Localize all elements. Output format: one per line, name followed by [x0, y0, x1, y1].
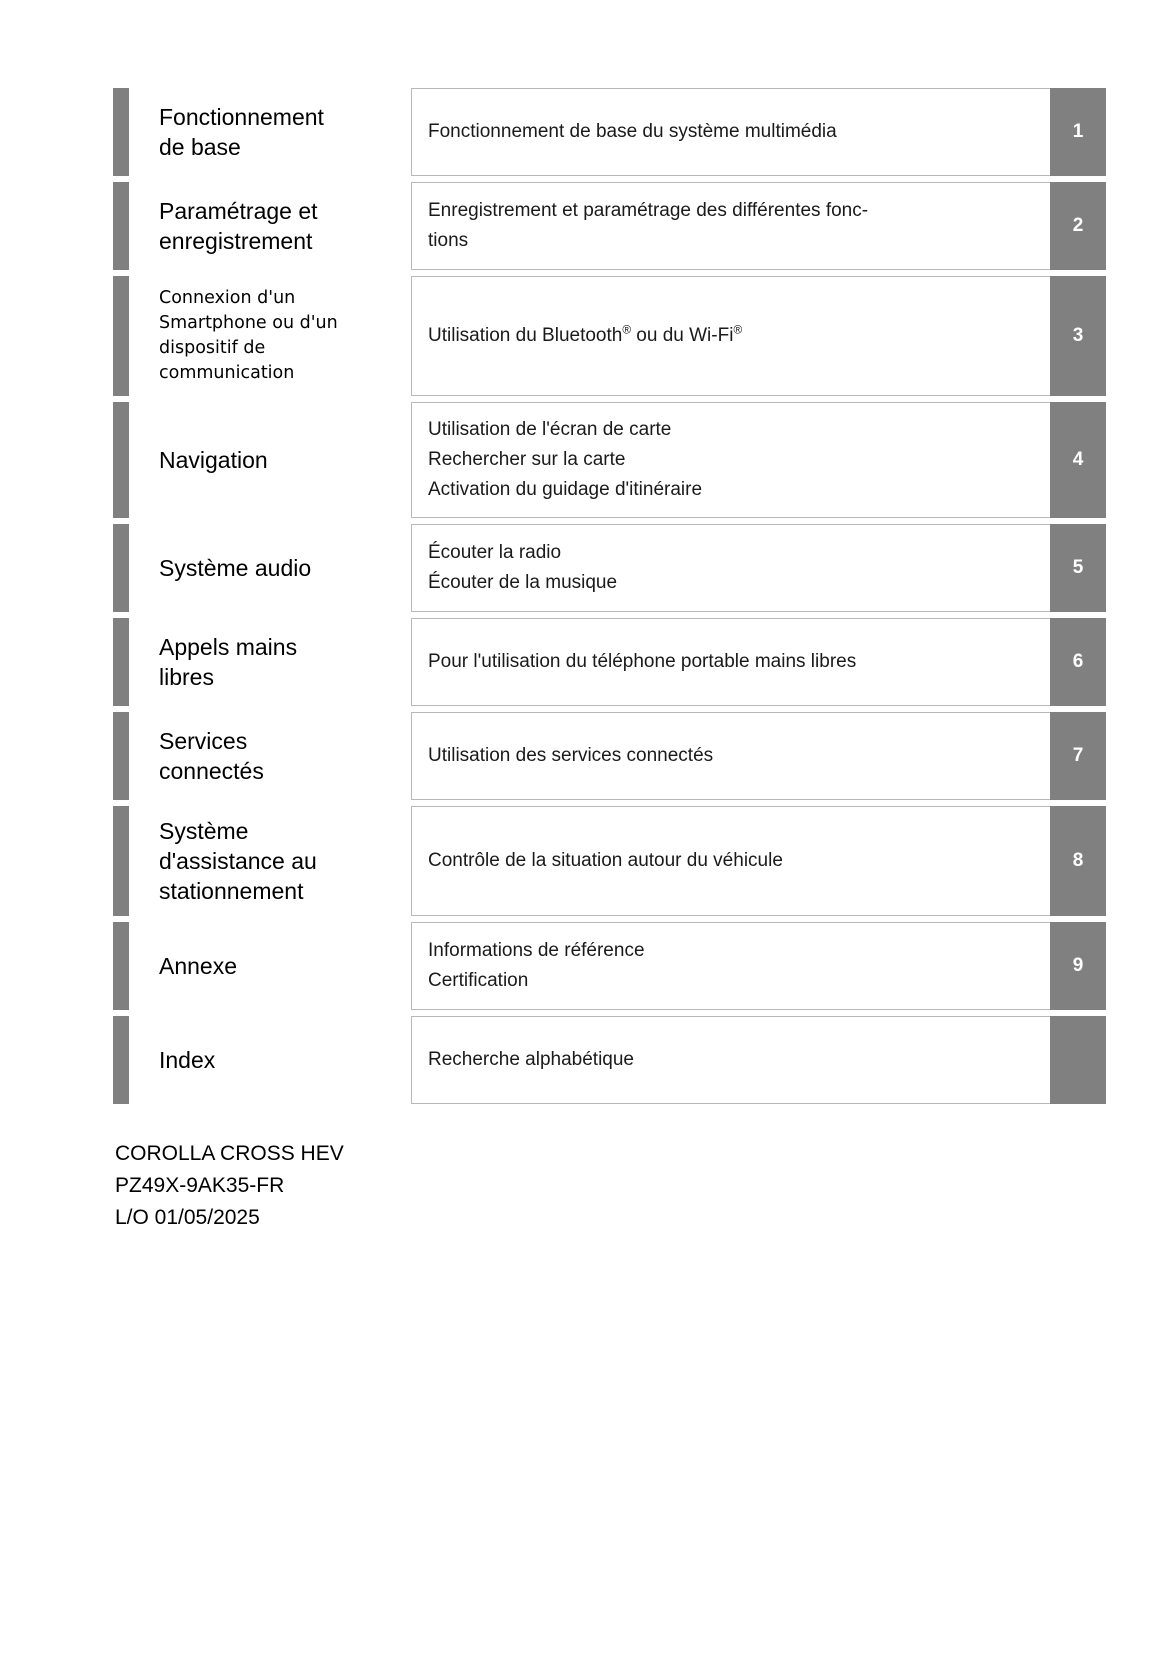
- spacer: [129, 618, 143, 706]
- part-number: PZ49X-9AK35-FR: [115, 1174, 285, 1197]
- toc-category-label: Services connectés: [159, 728, 264, 784]
- spacer: [129, 922, 143, 1010]
- toc-description-cell: [411, 88, 1050, 176]
- toc-category-cell: [143, 402, 411, 518]
- toc-section-number: [1050, 1016, 1106, 1104]
- section-tab-marker: [113, 402, 129, 518]
- toc-row[interactable]: [113, 88, 1106, 176]
- toc-description-cell: [411, 1016, 1050, 1104]
- section-tab-marker: [113, 922, 129, 1010]
- spacer: [129, 712, 143, 800]
- toc-description-cell: [411, 276, 1050, 396]
- toc-section-number: 3: [1050, 276, 1106, 396]
- toc-category-label: Appels mains libres: [159, 634, 298, 690]
- toc-description-group: [428, 415, 702, 505]
- toc-row[interactable]: [113, 712, 1106, 800]
- toc-category-cell: [143, 806, 411, 916]
- toc-description-line: Pour l'utilisation du téléphone portable mains libres: [428, 651, 857, 672]
- section-tab-marker: [113, 182, 129, 270]
- toc-category-label: Paramétrage et enregistrement: [159, 198, 318, 254]
- toc-description-line: Contrôle de la situation autour du véhicule: [428, 850, 783, 871]
- toc-description-line: Utilisation des services connectés: [428, 745, 714, 766]
- toc-description-line: Rechercher sur la carte: [428, 449, 626, 470]
- lo-date: L/O 01/05/2025: [115, 1206, 260, 1229]
- toc-section-number: 6: [1050, 618, 1106, 706]
- toc-section-number: 8: [1050, 806, 1106, 916]
- toc-category-label: Annexe: [159, 953, 238, 979]
- toc-category-cell: [143, 88, 411, 176]
- toc-description-line: Écouter de la musique: [428, 572, 618, 593]
- toc-category-label: Système d'assistance au stationnement: [159, 818, 317, 904]
- spacer: [129, 88, 143, 176]
- toc-category-label: Système audio: [159, 555, 312, 581]
- toc-category-label: Connexion d'un Smartphone ou d'un dispositif de communication: [159, 288, 338, 383]
- section-tab-marker: [113, 88, 129, 176]
- toc-description-line: Enregistrement et paramétrage des différentes fonc- tions: [428, 200, 869, 251]
- toc-description-group: [428, 936, 645, 996]
- toc-category-label: Navigation: [159, 447, 268, 473]
- toc-row[interactable]: [113, 276, 1106, 396]
- toc-description-line: Fonctionnement de base du système multimédia: [428, 121, 837, 142]
- toc-row[interactable]: [113, 182, 1106, 270]
- toc-section-number: 9: [1050, 922, 1106, 1010]
- toc-category-cell: [143, 524, 411, 612]
- toc-description-line: Informations de référence: [428, 940, 645, 961]
- toc-description-line: Recherche alphabétique: [428, 1049, 634, 1070]
- toc-description-cell: [411, 524, 1050, 612]
- toc-description-cell: [411, 712, 1050, 800]
- toc-category-cell: [143, 922, 411, 1010]
- spacer: [129, 806, 143, 916]
- toc-row[interactable]: [113, 618, 1106, 706]
- toc-category-label: Index: [159, 1047, 216, 1073]
- section-tab-marker: [113, 712, 129, 800]
- toc-description-line: Certification: [428, 970, 529, 991]
- section-tab-marker: [113, 618, 129, 706]
- toc-description-line: Activation du guidage d'itinéraire: [428, 479, 703, 500]
- toc-category-cell: [143, 712, 411, 800]
- toc-description-group: [428, 538, 617, 598]
- spacer: [129, 402, 143, 518]
- section-tab-marker: [113, 1016, 129, 1104]
- toc-row[interactable]: [113, 402, 1106, 518]
- toc-description-cell: [411, 182, 1050, 270]
- table-of-contents: [113, 88, 1106, 1110]
- spacer: [129, 276, 143, 396]
- toc-description-cell: [411, 618, 1050, 706]
- section-tab-marker: [113, 806, 129, 916]
- spacer: [129, 182, 143, 270]
- toc-row[interactable]: [113, 524, 1106, 612]
- toc-category-cell: [143, 1016, 411, 1104]
- vehicle-model: COROLLA CROSS HEV: [115, 1142, 344, 1165]
- toc-category-label: Fonctionnement de base: [159, 104, 324, 160]
- toc-category-cell: [143, 618, 411, 706]
- spacer: [129, 524, 143, 612]
- toc-section-number: 1: [1050, 88, 1106, 176]
- toc-section-number: 2: [1050, 182, 1106, 270]
- toc-description-cell: [411, 402, 1050, 518]
- toc-section-number: 4: [1050, 402, 1106, 518]
- toc-description-line: Utilisation de l'écran de carte: [428, 419, 672, 440]
- section-tab-marker: [113, 276, 129, 396]
- toc-row[interactable]: [113, 922, 1106, 1010]
- toc-section-number: 5: [1050, 524, 1106, 612]
- section-tab-marker: [113, 524, 129, 612]
- toc-section-number: 7: [1050, 712, 1106, 800]
- document-footer: [115, 1138, 344, 1234]
- toc-category-cell: [143, 182, 411, 270]
- toc-description-line: Écouter la radio: [428, 542, 562, 563]
- toc-category-cell: [143, 276, 411, 396]
- toc-row[interactable]: [113, 1016, 1106, 1104]
- spacer: [129, 1016, 143, 1104]
- toc-description-cell: [411, 922, 1050, 1010]
- toc-description-cell: [411, 806, 1050, 916]
- toc-row[interactable]: [113, 806, 1106, 916]
- toc-description-line: Utilisation du Bluetooth® ou du Wi-Fi®: [428, 323, 743, 346]
